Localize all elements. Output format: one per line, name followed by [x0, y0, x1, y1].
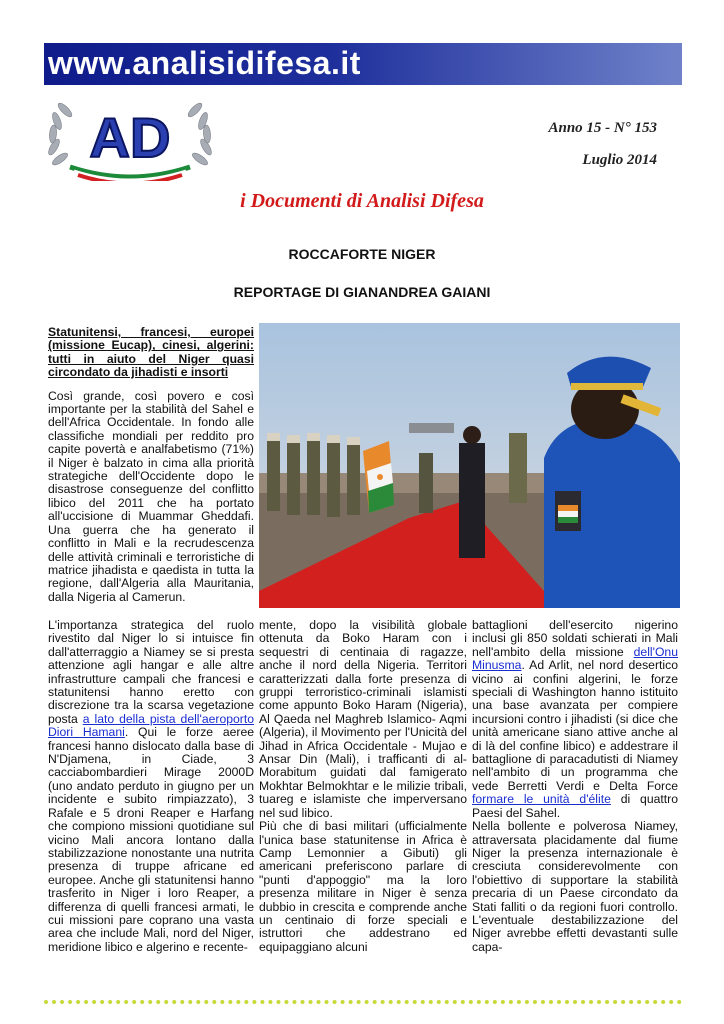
paragraph — [48, 619, 254, 954]
paragraph: Nella bollente e polverosa Niamey, attraversata placidamente dal fiume Niger la presenza internazionale è cresciuta considerevolmente con l'obiettivo di supportare la stabilità precaria di un Paese circondato da Stati falliti o da regioni fuori controllo. L'eventuale destabilizzazione del Niger avrebbe effetti devastanti sulle capa- — [472, 819, 678, 954]
paragraph-text: di quattro Paesi del Sahel. — [472, 792, 678, 820]
elite-units-link[interactable]: formare le unità d'élite — [472, 792, 611, 807]
airport-link[interactable]: a lato della pista dell'aeroporto Diori Hamani — [48, 711, 255, 740]
paragraph: Più che di basi militari (ufficialmente l'unica base statunitense in Africa è Camp Lemonnier a Gibuti) gli americani preferiscono parlare di "punti d'appoggio" ma la loro presenza militare in Niger è senza dubbio in crescita e comprende anche un centinaio di forze speciali e istruttori che addestrano ed equipaggiano alcuni — [259, 819, 467, 954]
column-3 — [472, 619, 678, 954]
footer-dotted-rule — [44, 1000, 682, 1004]
paragraph: mente, dopo la visibilità globale ottenuta da Boko Haram con i sequestri di centinaia di ragazze, anche il nord della Nigeria. Territori caratterizzati dalla forte presenza di gruppi terroristico-criminali islamisti come appunto Boko Haram (Nigeria), Al Qaeda nel Maghreb Islamico- Aqmi (Algeria), il Movimento per l'Unicità del Jihad in Africa Occidentale - Mujao e Ansar Din (Mali), i trafficanti di al-Morabitum guidati dal famigerato Mokhtar Belmokhtar e le milizie tribali, tuareg e islamiste che imperversano nel sud libico. — [259, 618, 467, 820]
paragraph-text: . Qui le forze aeree francesi hanno dislocato dalla base di N'Djamena, in Ciade, 3 cacciabombardieri Mirage 2000D (uno andato perduto in giugno per un incidente e subito rimpiazzato), 3 Rafale e 5 droni Reaper e Harfang che compiono missioni quotidiane sul vicino Mali ancora lontano dalla stabilizzazione nonostante una nutrita presenza di truppe africane ed europee. Anche gli statunitensi hanno trasferito in Niger i loro Reaper, a differenza di quelli francesi armati, le cui missioni pare coprano una vasta area che include Mali, nord del Niger, meridione libico e algerino e recente- — [48, 725, 255, 954]
column-1-bottom — [48, 619, 254, 954]
paragraph: Così grande, così povero e così importante per la stabilità del Sahel e dell'Africa Occidentale. In fondo alle classifiche mondiali per reddito pro capite povertà e analfabetismo (71%) il Niger è balzato in cima alla priorità strategiche dell'Occidente dopo le disastrose conseguenze del conflitto libico del 2011 che ha portato all'uccisione di Muammar Gheddafi. Una guerra che ha generato il conflitto in Mali e la recrudescenza delle attività criminali e terroristiche di matrice jihadista e qaedista in tutta la regione, dall'Algeria alla Mauritania, dalla Nigeria al Camerun. — [48, 388, 254, 604]
onu-minusma-link[interactable]: dell'Onu Minusma — [472, 644, 678, 673]
logo-letters: AD — [89, 106, 171, 169]
site-banner — [44, 43, 682, 85]
column-2 — [259, 619, 467, 954]
paragraph-text: battaglioni dell'esercito nigerino inclusi gli 850 soldati schierati in Mali nell'ambito della missione — [472, 618, 678, 659]
paragraph — [472, 619, 678, 820]
article-byline: REPORTAGE DI GIANANDREA GAIANI — [233, 284, 491, 300]
ceremony-photo — [259, 323, 680, 608]
series-title: i Documenti di Analisi Difesa — [240, 190, 484, 212]
paragraph-text: . Ad Arlit, nel nord desertico vicino ai confini algerini, le forze speciali di Washington hanno istituito una base avanzata per compiere incursioni contro i jihadisti (si dice che unità americane siano attive anche al di là del confine libico) e addestrare il battaglione di paracadutisti di Niamey nell'ambito di un programma che vede Berretti Verdi e Delta Force — [472, 658, 678, 793]
analisi-difesa-logo — [44, 95, 216, 181]
issue-date: Luglio 2014 — [582, 152, 657, 168]
site-url[interactable]: www.analisidifesa.it — [48, 45, 361, 81]
article-lead: Statunitensi, francesi, europei (missione Eucap), cinesi, algerini: tutti in aiuto del Niger quasi circondato da jihadisti e insorti — [48, 325, 254, 380]
article-title: ROCCAFORTE NIGER — [288, 246, 436, 262]
paragraph-text: L'importanza strategica del ruolo rivestito dal Niger lo si intuisce fin dall'atterraggio a Niamey se si presta attenzione agli hangar e alle altre infrastrutture campali che francesi e statunitensi hanno eretto con discrezione tra la scarsa vegetazione posta — [48, 618, 254, 726]
column-1-top — [48, 326, 254, 604]
issue-number: Anno 15 - N° 153 — [548, 120, 657, 136]
